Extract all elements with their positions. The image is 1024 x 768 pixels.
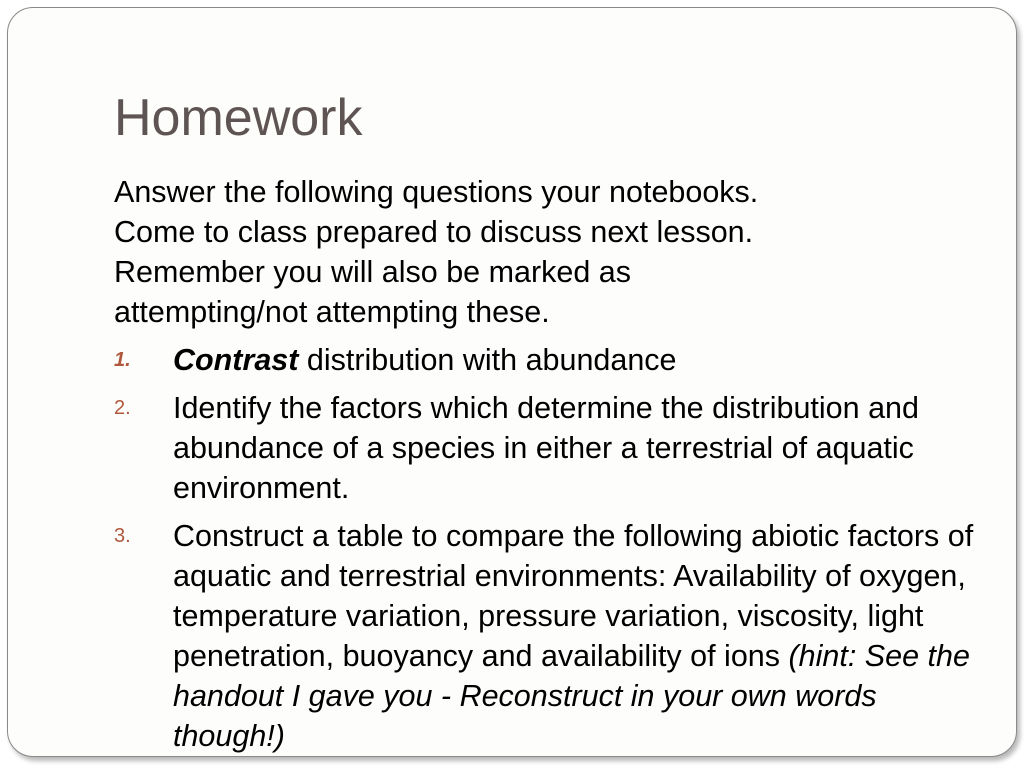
homework-list: [114, 340, 994, 756]
homework-item-1: [114, 340, 994, 380]
list-number: 2.: [114, 397, 131, 419]
intro-line: Remember you will also be marked as: [114, 255, 632, 289]
homework-item-2: [114, 388, 994, 508]
hint-text: (hint: See the handout I gave you - Reconstruct in your own words though!): [173, 639, 970, 753]
intro-line: Answer the following questions your notebooks.: [114, 175, 759, 209]
item-text: Identify the factors which determine the distribution and abundance of a species in either a terrestrial of aquatic environment.: [173, 391, 919, 505]
list-number: 3.: [114, 525, 131, 547]
intro-line: attempting/not attempting these.: [114, 295, 550, 329]
item-text: Construct a table to compare the following abiotic factors of aquatic and terrestrial environments: Availability of oxygen, temperature variation, pressure variation, viscosity, light penetration, buoyancy and availability of ions: [173, 519, 974, 673]
slide-body: [114, 172, 994, 757]
homework-item-3: [114, 516, 994, 756]
intro-paragraph: [114, 172, 994, 332]
intro-line: Come to class prepared to discuss next lesson.: [114, 215, 754, 249]
list-number: 1.: [114, 349, 131, 371]
slide: [7, 7, 1017, 757]
slide-title: Homework: [114, 89, 363, 147]
item-text: distribution with abundance: [298, 343, 677, 377]
emphasis-word: Contrast: [173, 343, 299, 377]
